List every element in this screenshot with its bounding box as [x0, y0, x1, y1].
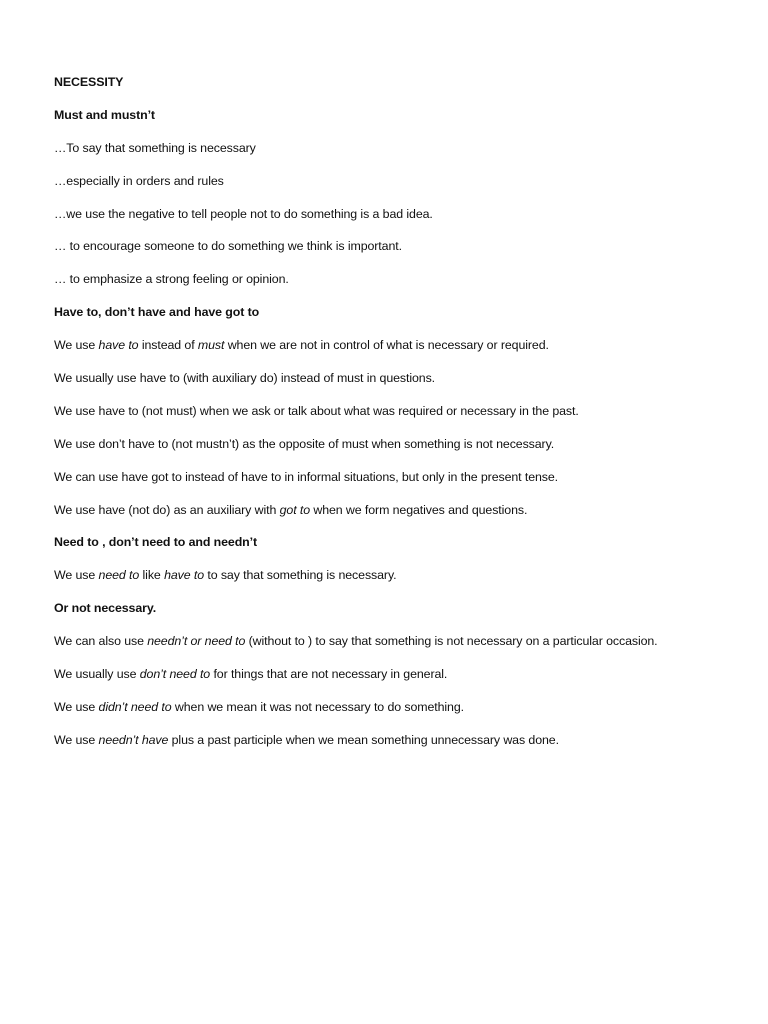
- italic-term: need to: [98, 568, 140, 583]
- text-run: for things that are not necessary in general.: [210, 667, 448, 682]
- paragraph-line: … to encourage someone to do something we think is important.: [54, 239, 402, 254]
- text-run: We usually use: [54, 667, 140, 682]
- section-heading: Must and mustn’t: [54, 107, 155, 122]
- text-run: We use: [54, 568, 99, 583]
- paragraph-line: We use have to (not must) when we ask or talk about what was required or necessary in the past.: [54, 403, 579, 418]
- text-run: to say that something is necessary.: [204, 568, 397, 583]
- italic-term: didn’t need to: [98, 699, 172, 714]
- text-run: We use: [54, 732, 99, 747]
- paragraph-line: We can use have got to instead of have to in informal situations, but only in the present tense.: [54, 469, 559, 484]
- text-run: like: [139, 568, 165, 583]
- text-run: We use: [54, 699, 99, 714]
- paragraph-line: [54, 337, 734, 353]
- italic-term: don’t need to: [139, 667, 211, 682]
- italic-term: must: [197, 338, 225, 353]
- document-content: [54, 74, 734, 765]
- text-run: We use have (not do) as an auxiliary with: [54, 502, 280, 517]
- text-run: when we form negatives and questions.: [310, 502, 528, 517]
- paragraph-line: We use don’t have to (not mustn’t) as the opposite of must when something is not necessary.: [54, 436, 555, 451]
- paragraph-line: … to emphasize a strong feeling or opinion.: [54, 272, 289, 287]
- paragraph-line: [54, 699, 734, 715]
- text-run: We can also use: [54, 634, 148, 649]
- paragraph-line-bold: Or not necessary.: [54, 601, 157, 616]
- italic-term: needn’t have: [98, 732, 169, 747]
- italic-term: needn’t or need to: [147, 634, 246, 649]
- text-run: instead of: [138, 338, 198, 353]
- paragraph-line: We usually use have to (with auxiliary do) instead of must in questions.: [54, 371, 436, 386]
- text-run: We use: [54, 338, 99, 353]
- paragraph-line: [54, 633, 734, 649]
- page-title: NECESSITY: [54, 75, 124, 89]
- text-run: when we mean it was not necessary to do something.: [171, 699, 464, 714]
- text-run: plus a past participle when we mean something unnecessary was done.: [168, 732, 559, 747]
- section-heading: Need to , don’t need to and needn’t: [54, 535, 258, 550]
- paragraph-line: [54, 502, 734, 518]
- text-run: when we are not in control of what is necessary or required.: [224, 338, 549, 353]
- italic-term: have to: [98, 338, 139, 353]
- section-heading: Have to, don’t have and have got to: [54, 305, 260, 320]
- paragraph-line: [54, 567, 734, 583]
- italic-term: got to: [279, 502, 311, 517]
- paragraph-line: …we use the negative to tell people not to do something is a bad idea.: [54, 206, 433, 221]
- paragraph-line: …To say that something is necessary: [54, 140, 256, 155]
- paragraph-line: [54, 732, 734, 748]
- paragraph-line: …especially in orders and rules: [54, 173, 224, 188]
- paragraph-line: [54, 666, 734, 682]
- italic-term: have to: [164, 568, 205, 583]
- text-run: (without to ) to say that something is not necessary on a particular occasion.: [245, 634, 658, 649]
